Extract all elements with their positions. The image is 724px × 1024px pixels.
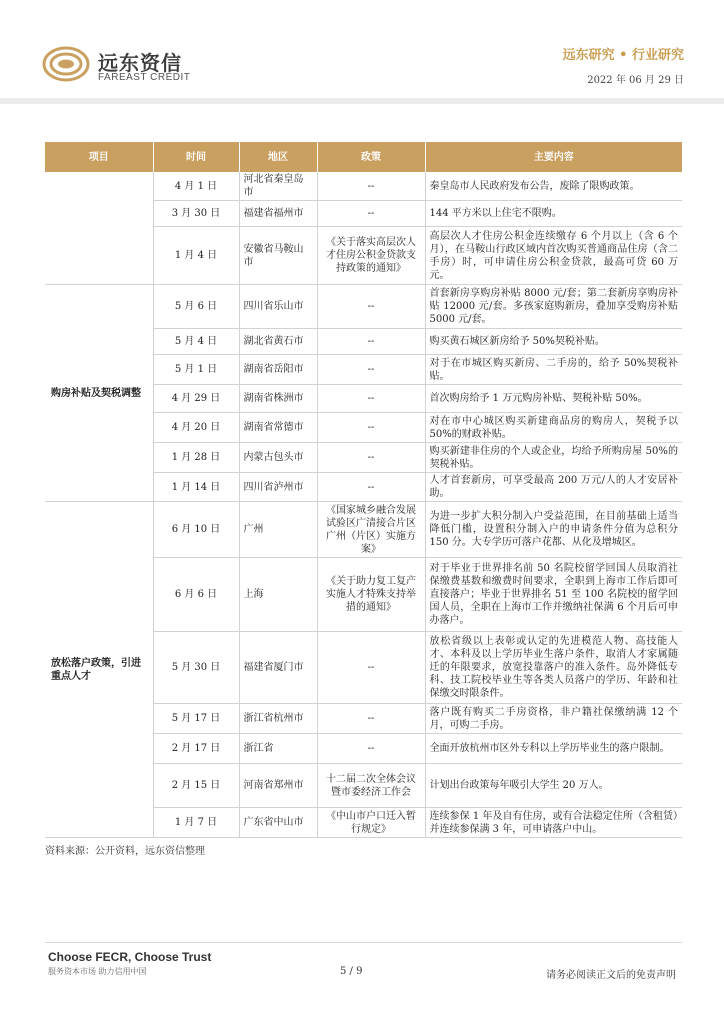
policy-cell: -- bbox=[317, 473, 425, 502]
policy-table bbox=[45, 142, 682, 838]
region-cell: 河北省秦皇岛市 bbox=[239, 172, 317, 201]
content-cell: 连续参保 1 年及自有住房，或有合法稳定住所（含租赁）并连续参保满 3 年，可申请落户中山。 bbox=[425, 808, 682, 838]
time-cell: 6 月 10 日 bbox=[153, 502, 239, 558]
policy-cell: 十二届二次全体会议暨市委经济工作会 bbox=[317, 764, 425, 808]
policy-cell: -- bbox=[317, 172, 425, 201]
disclaimer-note: 请务必阅读正文后的免责声明 bbox=[546, 970, 676, 981]
policy-cell: -- bbox=[317, 443, 425, 473]
policy-cell: -- bbox=[317, 329, 425, 355]
table-body bbox=[45, 172, 682, 838]
region-cell: 福建省厦门市 bbox=[239, 632, 317, 704]
content-cell: 首套新房享购房补贴 8000 元/套；第二套新房享购房补贴 12000 元/套。多孩家庭购新房，叠加享受购房补贴 5000 元/套。 bbox=[425, 285, 682, 329]
content-cell: 放松省级以上表彰或认定的先进模范人物、高技能人才、本科及以上学历毕业生落户条件，取消人才家属随迁的年限要求，放宽投靠落户的准入条件。岛外降低专科、技工院校毕业生等各类人员落户的学历、年龄和社保缴交时限条件。 bbox=[425, 632, 682, 704]
footer-slogan: Choose FECR, Choose Trust bbox=[48, 950, 212, 964]
content-cell: 全面开放杭州市区外专科以上学历毕业生的落户限制。 bbox=[425, 734, 682, 764]
time-cell: 5 月 1 日 bbox=[153, 355, 239, 385]
time-cell: 5 月 30 日 bbox=[153, 632, 239, 704]
region-cell: 广州 bbox=[239, 502, 317, 558]
policy-cell: -- bbox=[317, 734, 425, 764]
policy-cell: -- bbox=[317, 704, 425, 734]
category-cell: 放松落户政策，引进重点人才 bbox=[45, 502, 153, 838]
time-cell: 4 月 20 日 bbox=[153, 413, 239, 443]
column-header: 时间 bbox=[153, 142, 239, 172]
table-row bbox=[45, 172, 682, 201]
header-divider bbox=[0, 98, 724, 104]
content-cell: 对于在市城区购买新房、二手房的，给予 50%契税补贴。 bbox=[425, 355, 682, 385]
time-cell: 5 月 4 日 bbox=[153, 329, 239, 355]
content-cell: 144 平方米以上住宅不限购。 bbox=[425, 201, 682, 227]
category-cell: 购房补贴及契税调整 bbox=[45, 285, 153, 502]
region-cell: 浙江省杭州市 bbox=[239, 704, 317, 734]
time-cell: 1 月 7 日 bbox=[153, 808, 239, 838]
time-cell: 1 月 14 日 bbox=[153, 473, 239, 502]
brand-name-en: FAREAST CREDIT bbox=[98, 72, 191, 83]
region-cell: 湖北省黄石市 bbox=[239, 329, 317, 355]
time-cell: 1 月 4 日 bbox=[153, 227, 239, 285]
report-date: 2022 年 06 月 29 日 bbox=[587, 75, 684, 86]
region-cell: 湖南省岳阳市 bbox=[239, 355, 317, 385]
content-cell: 对在市中心城区购买新建商品房的购房人，契税予以 50%的财政补贴。 bbox=[425, 413, 682, 443]
time-cell: 3 月 30 日 bbox=[153, 201, 239, 227]
table-row bbox=[45, 502, 682, 558]
time-cell: 2 月 17 日 bbox=[153, 734, 239, 764]
column-header: 主要内容 bbox=[425, 142, 682, 172]
policy-cell: 《中山市户口迁入暂行规定》 bbox=[317, 808, 425, 838]
content-cell: 落户既有购买二手房资格，非户籍社保缴纳满 12 个月，可购二手房。 bbox=[425, 704, 682, 734]
column-header: 项目 bbox=[45, 142, 153, 172]
page-number: 5 / 9 bbox=[340, 966, 363, 977]
region-cell: 四川省乐山市 bbox=[239, 285, 317, 329]
policy-cell: -- bbox=[317, 632, 425, 704]
content-cell: 高层次人才住房公积金连续缴存 6 个月以上（含 6 个月），在马鞍山行政区域内首次购买普通商品住房（含二手房）时，可申请住房公积金贷款，最高可贷 60 万元。 bbox=[425, 227, 682, 285]
footer-slogan-sub: 服务资本市场 助力信用中国 bbox=[48, 967, 147, 976]
report-type: 远东研究 • 行业研究 bbox=[562, 48, 684, 63]
time-cell: 5 月 17 日 bbox=[153, 704, 239, 734]
time-cell: 1 月 28 日 bbox=[153, 443, 239, 473]
content-cell: 为进一步扩大积分制入户受益范围，在目前基础上适当降低门槛，设置积分制入户的申请条件分值为总积分 150 分。大专学历可落户花都、从化及增城区。 bbox=[425, 502, 682, 558]
policy-cell: -- bbox=[317, 355, 425, 385]
policy-table-container bbox=[45, 142, 682, 838]
policy-cell: 《国家城乡融合发展试验区广清接合片区广州（片区）实施方案》 bbox=[317, 502, 425, 558]
region-cell: 安徽省马鞍山市 bbox=[239, 227, 317, 285]
table-header-row bbox=[45, 142, 682, 172]
time-cell: 4 月 1 日 bbox=[153, 172, 239, 201]
region-cell: 广东省中山市 bbox=[239, 808, 317, 838]
time-cell: 4 月 29 日 bbox=[153, 385, 239, 413]
time-cell: 6 月 6 日 bbox=[153, 558, 239, 632]
column-header: 政策 bbox=[317, 142, 425, 172]
region-cell: 浙江省 bbox=[239, 734, 317, 764]
content-cell: 购买新建非住房的个人或企业，均给予所购房屋 50%的契税补贴。 bbox=[425, 443, 682, 473]
region-cell: 内蒙古包头市 bbox=[239, 443, 317, 473]
policy-cell: -- bbox=[317, 285, 425, 329]
content-cell: 首次购房给予 1 万元购房补贴、契税补贴 50%。 bbox=[425, 385, 682, 413]
column-header: 地区 bbox=[239, 142, 317, 172]
content-cell: 对于毕业于世界排名前 50 名院校留学回国人员取消社保缴费基数和缴费时间要求，全职到上海市工作后即可直接落户；毕业于世界排名 51 至 100 名院校的留学回国人员，全职在上海市工作并缴纳社保满 6 个月后可申办落户。 bbox=[425, 558, 682, 632]
policy-cell: -- bbox=[317, 413, 425, 443]
policy-cell: 《关于助力复工复产实施人才特殊支持举措的通知》 bbox=[317, 558, 425, 632]
region-cell: 福建省福州市 bbox=[239, 201, 317, 227]
region-cell: 上海 bbox=[239, 558, 317, 632]
source-note: 资料来源：公开资料，远东资信整理 bbox=[45, 846, 205, 857]
content-cell: 秦皇岛市人民政府发布公告，废除了限购政策。 bbox=[425, 172, 682, 201]
time-cell: 2 月 15 日 bbox=[153, 764, 239, 808]
content-cell: 购买黄石城区新房给予 50%契税补贴。 bbox=[425, 329, 682, 355]
policy-cell: 《关于落实高层次人才住房公积金贷款支持政策的通知》 bbox=[317, 227, 425, 285]
region-cell: 湖南省株洲市 bbox=[239, 385, 317, 413]
table-row bbox=[45, 285, 682, 329]
page-header bbox=[0, 0, 724, 104]
region-cell: 四川省泸州市 bbox=[239, 473, 317, 502]
category-cell bbox=[45, 172, 153, 285]
brand-name-cn: 远东资信 bbox=[98, 51, 182, 75]
region-cell: 河南省郑州市 bbox=[239, 764, 317, 808]
time-cell: 5 月 6 日 bbox=[153, 285, 239, 329]
footer-divider bbox=[45, 942, 682, 943]
policy-cell: -- bbox=[317, 201, 425, 227]
region-cell: 湖南省常德市 bbox=[239, 413, 317, 443]
content-cell: 人才首套新房，可享受最高 200 万元/人的人才安居补助。 bbox=[425, 473, 682, 502]
content-cell: 计划出台政策每年吸引大学生 20 万人。 bbox=[425, 764, 682, 808]
fareast-credit-logo-icon bbox=[42, 44, 90, 84]
policy-cell: -- bbox=[317, 385, 425, 413]
